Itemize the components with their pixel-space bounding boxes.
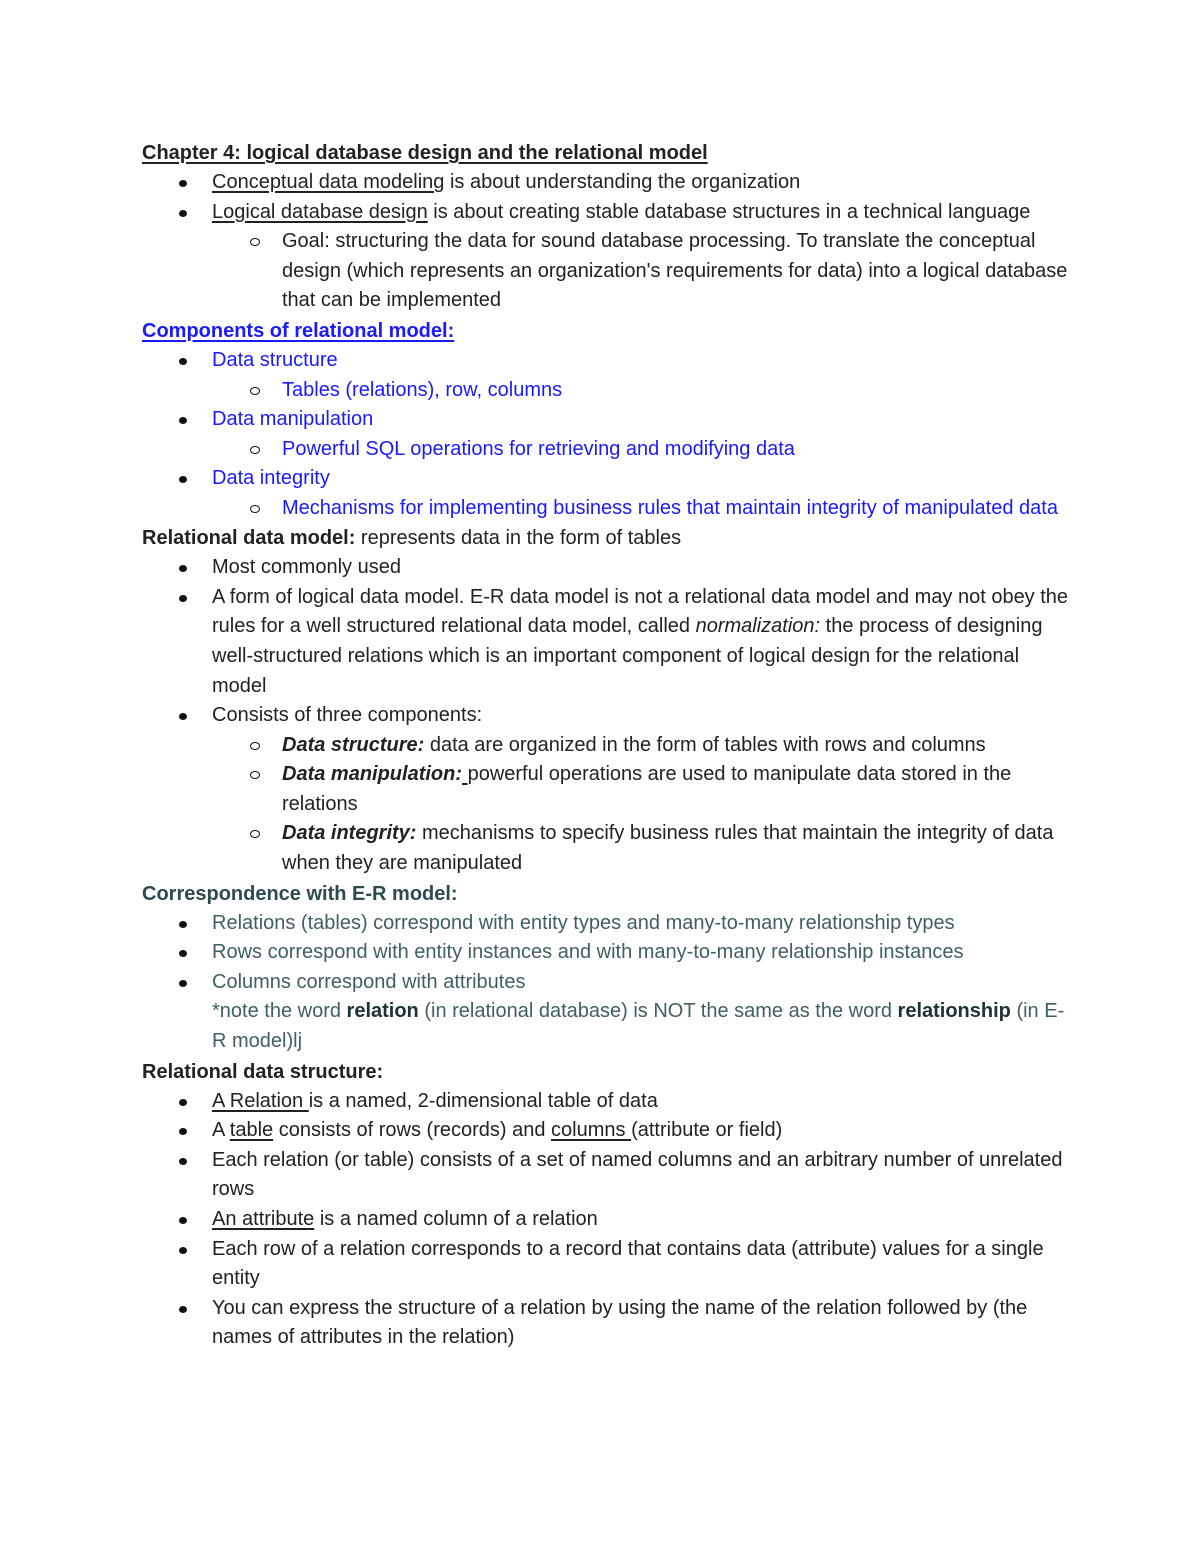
- item-text: mechanisms to specify business rules that maintain the integrity of data when they are manipulated: [282, 822, 1054, 875]
- bullet-icon: [179, 1217, 187, 1224]
- term: Data structure:: [282, 733, 425, 756]
- bullet-icon: [179, 417, 187, 424]
- correspondence-list: [142, 909, 1072, 998]
- item-text: Mechanisms for implementing business rules that maintain integrity of manipulated data: [282, 496, 1058, 519]
- bullet-icon: [179, 950, 187, 957]
- item-text: Columns correspond with attributes: [212, 970, 526, 993]
- sub-item: [212, 494, 1072, 524]
- item-text: data are organized in the form of tables with rows and columns: [424, 733, 986, 756]
- relational-model-list: [142, 553, 1072, 879]
- item-text: Rows correspond with entity instances and with many-to-many relationship instances: [212, 941, 964, 964]
- item-text: Data structure: [212, 348, 338, 371]
- note-text: (in relational database) is NOT the same as the word: [418, 1000, 898, 1023]
- term: An attribute: [212, 1208, 315, 1230]
- note-text: *note the word: [212, 1000, 347, 1023]
- bullet-icon: [179, 1158, 187, 1165]
- list-item: [142, 198, 1072, 316]
- item-text: (attribute or field): [631, 1119, 783, 1142]
- item-text: is about creating stable database structures in a technical language: [427, 200, 1031, 223]
- item-text: Each row of a relation corresponds to a record that contains data (attribute) values for a single entity: [212, 1237, 1044, 1290]
- sub-item: [212, 819, 1072, 878]
- relational-model-heading: [142, 524, 1072, 554]
- components-list: [142, 346, 1072, 524]
- bullet-icon: [179, 1128, 187, 1135]
- item-text: A form of logical data model. E-R data model is not a relational data model and may not obey the rules for a well structured relational data model, called: [212, 585, 1069, 638]
- structure-title: Relational data structure:: [142, 1060, 384, 1083]
- bullet-icon: [179, 980, 187, 987]
- chapter-bullets: [142, 168, 1072, 316]
- bullet-icon: [179, 358, 187, 365]
- list-item: [142, 1294, 1072, 1353]
- term: Logical database design: [212, 200, 428, 223]
- circle-bullet-icon: [250, 742, 260, 750]
- list-item: [142, 1205, 1072, 1235]
- bullet-icon: [179, 1306, 187, 1313]
- item-text: consists of rows (records) and: [273, 1119, 552, 1142]
- bullet-icon: [179, 713, 187, 720]
- note-term: relation: [346, 1000, 419, 1023]
- section-title: Relational data model:: [142, 526, 356, 549]
- list-item: [142, 1146, 1072, 1205]
- note-term: relationship: [897, 1000, 1011, 1023]
- sub-list: [212, 227, 1072, 316]
- list-item: [142, 909, 1072, 939]
- components-title: Components of relational model:: [142, 319, 455, 342]
- sub-item: [212, 227, 1072, 316]
- bullet-icon: [179, 565, 187, 572]
- sub-item: [212, 760, 1072, 819]
- note-text: (in E-R model)lj: [212, 1000, 1065, 1053]
- item-text: You can express the structure of a relation by using the name of the relation followed by (the names of attributes in the relation): [212, 1296, 1028, 1349]
- item-text: is a named column of a relation: [314, 1208, 598, 1230]
- list-item: [142, 1116, 1072, 1146]
- term: Conceptual data modeling: [212, 171, 445, 193]
- item-text: Tables (relations), row, columns: [282, 378, 563, 401]
- sub-list: [212, 731, 1072, 879]
- item-text: Data integrity: [212, 467, 330, 490]
- term: Data integrity:: [282, 822, 417, 845]
- emphasis: normalization:: [695, 615, 821, 638]
- list-item: [142, 701, 1072, 879]
- item-text: is a named, 2-dimensional table of data: [308, 1089, 658, 1112]
- item-text: Powerful SQL operations for retrieving and modifying data: [282, 437, 795, 460]
- circle-bullet-icon: [250, 505, 260, 513]
- bullet-icon: [179, 180, 187, 187]
- term: table: [229, 1119, 274, 1142]
- item-text: Data manipulation: [212, 408, 374, 431]
- bullet-icon: [179, 921, 187, 928]
- term: A Relation: [212, 1089, 309, 1112]
- sub-item: [212, 376, 1072, 406]
- list-item: [142, 464, 1072, 523]
- circle-bullet-icon: [250, 446, 260, 454]
- sub-list: [212, 494, 1072, 524]
- list-item: [142, 968, 1072, 998]
- document-page: [142, 138, 1072, 1353]
- note: [142, 997, 1072, 1056]
- structure-list: [142, 1087, 1072, 1353]
- correspondence-title: Correspondence with E-R model:: [142, 882, 458, 905]
- list-item: [142, 405, 1072, 464]
- list-item: [142, 553, 1072, 583]
- list-item: [142, 168, 1072, 198]
- chapter-title: Chapter 4: logical database design and the relational model: [142, 142, 708, 164]
- list-item: [142, 583, 1072, 701]
- term: columns: [551, 1119, 632, 1142]
- bullet-icon: [179, 1247, 187, 1254]
- bullet-icon: [179, 210, 187, 217]
- item-text: Most commonly used: [212, 556, 401, 579]
- bullet-icon: [179, 1099, 187, 1106]
- term: Data manipulation:: [282, 763, 463, 786]
- item-text: Consists of three components:: [212, 704, 483, 727]
- list-item: [142, 1087, 1072, 1117]
- item-text: powerful operations are used to manipulate data stored in the relations: [282, 763, 1012, 815]
- circle-bullet-icon: [250, 387, 260, 395]
- circle-bullet-icon: [250, 830, 260, 838]
- item-text: Each relation (or table) consists of a set of named columns and an arbitrary number of unrelated rows: [212, 1148, 1063, 1201]
- item-text: is about understanding the organization: [444, 171, 801, 193]
- sub-item: [212, 435, 1072, 465]
- item-text: Relations (tables) correspond with entity types and many-to-many relationship types: [212, 911, 955, 934]
- list-item: [142, 938, 1072, 968]
- list-item: [142, 346, 1072, 405]
- item-text: Goal: structuring the data for sound database processing. To translate the conceptual design (which represents an organization's requirements for data) into a logical database that can be implemented: [282, 230, 1068, 312]
- item-text: A: [212, 1119, 230, 1142]
- bullet-icon: [179, 476, 187, 483]
- sub-item: [212, 731, 1072, 761]
- sub-list: [212, 376, 1072, 406]
- section-title-rest: represents data in the form of tables: [355, 526, 682, 549]
- sub-list: [212, 435, 1072, 465]
- circle-bullet-icon: [250, 771, 260, 779]
- bullet-icon: [179, 595, 187, 602]
- circle-bullet-icon: [250, 238, 260, 246]
- list-item: [142, 1235, 1072, 1294]
- item-text: the process of designing well-structured relations which is an important component of logical design for the relational model: [212, 615, 1043, 697]
